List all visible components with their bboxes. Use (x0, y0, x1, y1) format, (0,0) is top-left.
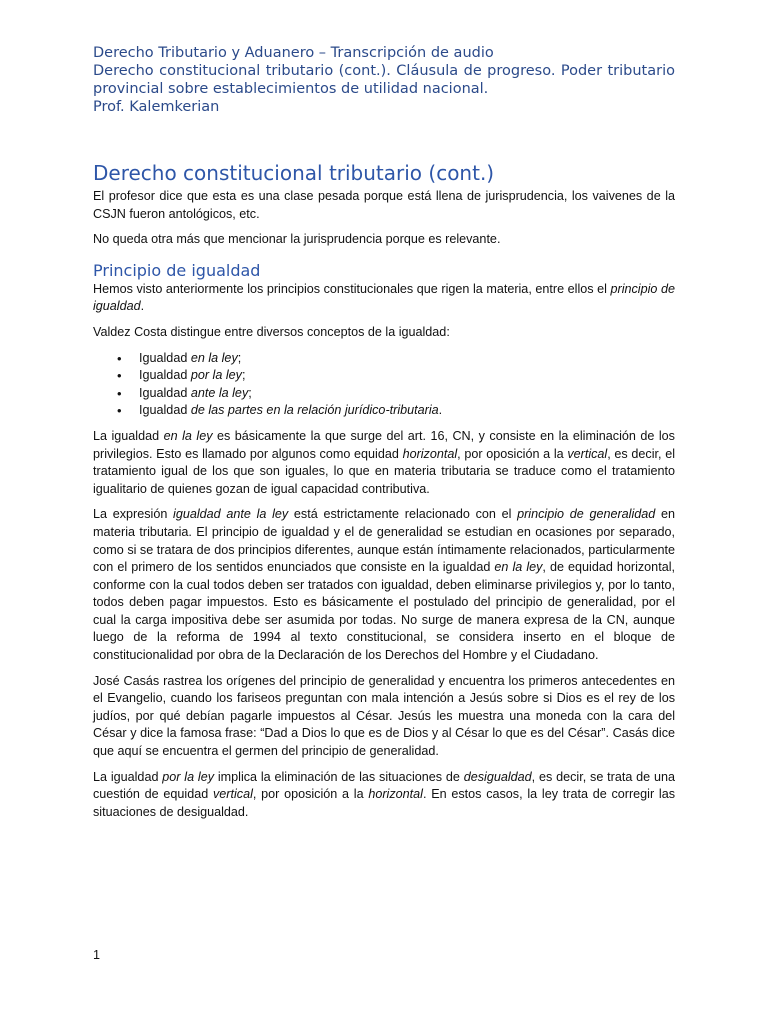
text-run: Hemos visto anteriormente los principios constitucionales que rigen la materia, entre ellos el (93, 281, 611, 296)
italic-text: vertical (567, 446, 608, 461)
text-run: , es decir, se trata de una cuestión de equidad (93, 769, 675, 802)
italic-text: desigualdad (463, 769, 532, 784)
list-item (139, 367, 675, 385)
paragraph (93, 281, 675, 316)
italic-text: vertical (212, 787, 253, 802)
italic-text: igualdad ante la ley (173, 507, 289, 522)
text-run: La igualdad (93, 428, 164, 443)
paragraph: Valdez Costa distingue entre diversos conceptos de la igualdad: (93, 324, 450, 339)
document-body (93, 160, 675, 829)
text-run: ; (241, 368, 246, 383)
italic-text: en la ley (494, 560, 543, 575)
text-run: . (140, 299, 145, 314)
italic-text: por la ley (162, 769, 215, 784)
italic-text: de las partes en la relación jurídico-tributaria (190, 403, 439, 418)
text-run: , por oposición a la (252, 787, 369, 802)
page-number: 1 (93, 948, 101, 962)
paragraph (93, 769, 675, 822)
text-run: Igualdad (139, 350, 191, 365)
italic-text: horizontal (368, 787, 423, 802)
header-professor: Prof. Kalemkerian (93, 99, 220, 115)
text-run: Igualdad (139, 385, 191, 400)
text-run: en materia tributaria. El principio de igualdad y el de generalidad se estudian en ocasiones por separado, como si se tratara de dos principios diferentes, aunque están íntimamente relacionados, particularmente con el primero de los sentidos enunciados que consiste en la igualdad (93, 507, 675, 575)
paragraph: José Casás rastrea los orígenes del principio de generalidad y encuentra los primeros antecedentes en el Evangelio, cuando los fariseos preguntan con mala intención a Jesús sobre si Dios es el rey de los judíos, por qué debían pagarle impuestos al César. Jesús les muestra una moneda con la cara del César y dice la famosa frase: “Dad a Dios lo que es de Dios y al César lo que es del César”. Casás dice que aquí se encuentra el germen del principio de generalidad. (93, 673, 675, 759)
paragraph: El profesor dice que esta es una clase pesada porque está llena de jurisprudencia, los vaivenes de la CSJN fueron antológicos, etc. (93, 189, 675, 221)
text-run: Igualdad (139, 368, 191, 383)
paragraph: No queda otra más que mencionar la jurisprudencia porque es relevante. (93, 232, 501, 247)
text-run: , por oposición a la (457, 446, 568, 461)
italic-text: ante la ley (190, 385, 249, 400)
document-header (93, 44, 675, 116)
text-run: , es decir, el tratamiento igual de los que son iguales, lo que en materia tributaria se traduce como el tratamiento igualitario de quienes gozan de igual capacidad contributiva. (93, 446, 676, 496)
italic-text: principio de generalidad (517, 507, 656, 522)
italic-text: principio de igualdad (93, 281, 675, 314)
subsection-heading-principio-igualdad: Principio de igualdad (93, 260, 261, 280)
header-lecture-topics: Derecho constitucional tributario (cont.). Cláusula de progreso. Poder tributario provincial sobre establecimientos de utilidad nacional. (93, 63, 675, 97)
list-item (139, 350, 675, 368)
bullet-list (93, 350, 675, 420)
italic-text: en la ley (190, 350, 238, 365)
text-run: La expresión (93, 507, 174, 522)
text-run: ; (248, 385, 252, 400)
italic-text: en la ley (163, 428, 213, 443)
italic-text: por la ley (190, 368, 242, 383)
list-item (139, 385, 675, 403)
paragraph (93, 506, 675, 664)
text-run: La igualdad (93, 769, 163, 784)
list-item (139, 402, 675, 420)
text-run: está estrictamente relacionado con el (288, 507, 518, 522)
section-heading-derecho-constitucional: Derecho constitucional tributario (cont.) (93, 161, 495, 185)
italic-text: horizontal (402, 446, 458, 461)
paragraph (93, 428, 675, 498)
header-course-title: Derecho Tributario y Aduanero – Transcripción de audio (93, 45, 494, 61)
text-run: Igualdad (139, 403, 191, 418)
text-run: ; (237, 350, 242, 365)
text-run: implica la eliminación de las situaciones de (214, 769, 464, 784)
text-run: es básicamente la que surge del art. 16, CN, y consiste en la eliminación de los privilegios. Esto es llamado por algunos como equidad (93, 428, 675, 461)
text-run: . En estos casos, la ley trata de corregir las situaciones de desigualdad. (93, 787, 675, 819)
text-run: , de equidad horizontal, conforme con la cual todos deben ser tratados con igualdad, deben eliminarse privilegios y, por lo tanto, todos deben pagar impuestos. Esto es básicamente el postulado del principio de generalidad, por el cual la carga impositiva debe ser asumida por todas. No surge de manera expresa de la CN, aunque luego de la reforma de 1994 al texto constitucional, se considera inserto en el bloque de constitucionalidad por obra de la Declaración de los Derechos del Hombre y el Ciudadano. (93, 560, 675, 663)
text-run: . (438, 403, 443, 418)
